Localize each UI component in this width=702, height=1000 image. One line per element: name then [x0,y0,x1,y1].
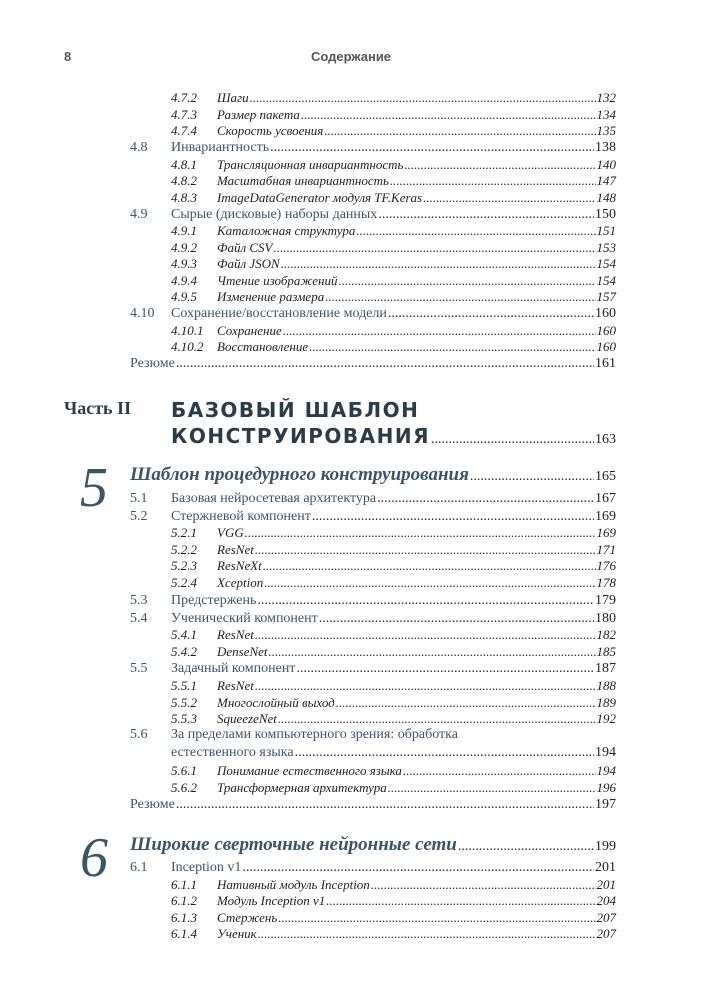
toc-entry-number: 5.5.3 [171,711,197,726]
toc-entry-page: 151 [596,223,616,238]
leader-dots [319,611,594,627]
leader-dots [377,491,594,507]
toc-entry-page: 204 [596,893,616,908]
leader-dots [255,678,596,694]
toc-entry-4-9-1[interactable] [217,223,616,239]
leader-dots [257,593,594,609]
toc-entry-title: SqueezeNet [217,711,277,726]
toc-entry-page: 140 [596,157,616,172]
toc-entry-title: ResNet [217,542,254,557]
toc-entry-number: 5.6 [130,727,148,742]
toc-entry-title: Модуль Inception v1 [217,893,326,908]
toc-entry-title: Стержневой компонент [171,509,311,524]
toc-entry-number: 4.7.4 [171,123,197,138]
toc-entry-page: 135 [596,123,616,138]
toc-entry-title: Трансформерная архитектура [217,780,387,795]
toc-entry-4-10-2[interactable] [217,339,616,355]
toc-entry-page: 161 [595,356,616,371]
toc-entry-5-6-1[interactable] [217,763,616,779]
leader-dots [263,558,596,574]
leader-dots [371,877,596,893]
leader-dots [242,860,594,876]
leader-dots [296,661,594,677]
toc-entry-number: 4.8 [130,140,148,155]
toc-entry-5-5-3[interactable] [217,711,616,727]
toc-entry-page: 207 [596,926,616,941]
toc-entry-page: 187 [595,661,616,676]
toc-entry-part2[interactable] [171,424,616,448]
toc-entry-number: 6.1.4 [171,926,197,941]
toc-entry-title: Базовая нейросетевая архитектура [171,491,377,506]
toc-entry-title: Скорость усвоения [217,123,324,138]
toc-entry-title: Многослойный выход [217,695,335,710]
toc-entry-page: 169 [595,509,616,524]
toc-entry-5-5-2[interactable] [217,695,616,711]
leader-dots [274,240,596,256]
toc-entry-number: 4.10.2 [171,339,204,354]
toc-entry-title: Размер пакета [217,107,300,122]
leader-dots [250,90,596,106]
toc-entry-resume-ch5[interactable] [130,797,616,813]
toc-entry-number: 5.5.1 [171,678,197,693]
toc-entry-5-4-1[interactable] [217,627,616,643]
toc-entry-title: Стержень [217,910,278,925]
toc-entry-page: 157 [596,289,616,304]
toc-entry-page: 196 [596,780,616,795]
toc-entry-number: 5.2 [130,509,148,524]
leader-dots [356,223,595,239]
toc-entry-page: 165 [595,469,616,484]
toc-entry-page: 207 [596,910,616,925]
toc-entry-5-2-1[interactable] [217,525,616,541]
toc-entry-number: 4.8.3 [171,190,197,205]
leader-dots [309,339,595,355]
toc-entry-page: 197 [595,797,616,812]
page-number: 8 [64,49,72,64]
toc-entry-number: 5.6.2 [171,780,197,795]
toc-entry-title: Инвариантность [171,140,270,155]
leader-dots [301,107,596,123]
toc-entry-title: ImageDataGenerator модуля TF.Keras [217,190,423,205]
toc-entry-4-9[interactable] [171,207,616,223]
leader-dots [458,839,594,855]
leader-dots [388,780,596,796]
toc-entry-number: 4.9 [130,207,148,222]
toc-entry-number: 5.5 [130,661,148,676]
toc-entry-4-7-4[interactable] [217,123,616,139]
leader-dots [431,432,594,448]
toc-entry-4-8-2[interactable] [217,173,616,189]
toc-entry-page: 179 [595,593,616,608]
toc-entry-4-7-2[interactable] [217,90,616,106]
toc-entry-number: 4.8.1 [171,157,197,172]
toc-entry-4-10[interactable] [171,306,616,322]
toc-entry-6-1[interactable] [171,860,616,876]
leader-dots [176,356,594,372]
toc-entry-5-2-4[interactable] [217,575,616,591]
toc-entry-title: Трансляционная инвариантность [217,157,404,172]
toc-entry-page: 194 [596,763,616,778]
toc-entry-number: 4.9.4 [171,273,197,288]
toc-entry-page: 194 [595,745,616,760]
toc-entry-4-8[interactable] [171,140,616,156]
leader-dots [281,256,596,272]
toc-entry-title: Масштабная инвариантность [217,173,389,188]
toc-entry-page: 138 [595,140,616,155]
toc-entry-5-2-2[interactable] [217,542,616,558]
toc-entry-page: 199 [595,839,616,854]
toc-entry-5-6[interactable] [171,745,616,761]
toc-entry-title: Файл CSV [217,240,273,255]
toc-entry-number: 5.4 [130,611,148,626]
chapter-number-5: 5 [80,457,108,519]
toc-entry-page: 160 [596,339,616,354]
leader-dots [278,910,595,926]
toc-entry-5-1[interactable] [171,491,616,507]
toc-entry-title: ResNet [217,627,254,642]
toc-entry-page: 160 [596,323,616,338]
toc-entry-title: Сохранение/восстановление модели [171,306,387,321]
toc-entry-page: 150 [595,207,616,222]
toc-entry-number: 5.3 [130,593,148,608]
leader-dots [270,140,594,156]
part-title-line2: КОНСТРУИРОВАНИЯ [171,424,430,448]
toc-entry-page: 153 [596,240,616,255]
toc-entry-title: Восстановление [217,339,309,354]
toc-entry-number: 5.6.1 [171,763,197,778]
toc-entry-title: Понимание естественного языка [217,763,402,778]
toc-entry-page: 134 [596,107,616,122]
toc-entry-title: Изменение размера [217,289,325,304]
toc-entry-title: VGG [217,525,244,540]
part-title-line1: БАЗОВЫЙ ШАБЛОН [171,398,420,422]
toc-entry-page: 188 [596,678,616,693]
toc-entry-5-5-1[interactable] [217,678,616,694]
leader-dots [278,711,596,727]
toc-entry-page: 171 [596,542,616,557]
toc-entry-title: Файл JSON [217,256,280,271]
leader-dots [245,525,596,541]
toc-entry-number: 5.4.2 [171,644,197,659]
toc-entry-page: 154 [596,256,616,271]
toc-entry-number: 5.1 [130,491,148,506]
leader-dots [403,763,596,779]
leader-dots [269,644,596,660]
toc-entry-title: Нативный модуль Inception [217,877,370,892]
toc-entry-page: 178 [596,575,616,590]
toc-entry-page: 189 [596,695,616,710]
leader-dots [295,745,594,761]
toc-entry-page: 132 [596,90,616,105]
toc-entry-number: 5.2.2 [171,542,197,557]
toc-entry-chapter6[interactable] [130,834,616,856]
leader-dots [339,273,596,289]
toc-entry-page: 163 [595,432,616,447]
toc-entry-number: 5.2.1 [171,525,197,540]
toc-entry-page: 176 [596,558,616,573]
toc-entry-title: Задачный компонент [171,661,296,676]
leader-dots [283,323,596,339]
toc-entry-4-7-3[interactable] [217,107,616,123]
leader-dots [255,542,596,558]
toc-entry-5-3[interactable] [171,593,616,609]
leader-dots [336,695,596,711]
toc-entry-title: Резюме [130,356,175,371]
toc-entry-page: 169 [596,525,616,540]
toc-entry-number: 5.2.3 [171,558,197,573]
toc-entry-4-8-3[interactable] [217,190,616,206]
toc-entry-4-8-1[interactable] [217,157,616,173]
toc-entry-page: 185 [596,644,616,659]
toc-entry-page: 182 [596,627,616,642]
toc-entry-number: 4.9.2 [171,240,197,255]
toc-entry-title: Ученический компонент [171,611,318,626]
toc-entry-page: 201 [596,877,616,892]
chapter-title: Шаблон процедурного конструирования [130,464,469,485]
toc-entry-6-1-3[interactable] [217,910,616,926]
toc-entry-number: 4.7.3 [171,107,197,122]
toc-entry-title: ResNeXt [217,558,262,573]
leader-dots [326,893,595,909]
toc-entry-4-10-1[interactable] [217,323,616,339]
leader-dots [388,306,594,322]
toc-entry-number: 6.1.2 [171,893,197,908]
toc-entry-number: 4.7.2 [171,90,197,105]
running-head: Содержание [310,49,392,64]
leader-dots [255,627,596,643]
toc-entry-6-1-2[interactable] [217,893,616,909]
part-label: Часть II [64,398,132,418]
toc-entry-title: Резюме [130,797,175,812]
leader-dots [312,509,594,525]
toc-entry-5-6-2[interactable] [217,780,616,796]
toc-entry-title: Ученик [217,926,257,941]
toc-entry-title: Сырые (дисковые) наборы данных [171,207,378,222]
toc-entry-number: 4.9.3 [171,256,197,271]
toc-entry-number: 4.9.5 [171,289,197,304]
toc-entry-number: 4.10 [130,306,155,321]
chapter-number-6: 6 [80,827,108,889]
leader-dots [404,157,595,173]
toc-entry-5-4-2[interactable] [217,644,616,660]
leader-dots [176,797,594,813]
leader-dots [378,207,594,223]
toc-entry-title: Inception v1 [171,860,242,875]
toc-entry-page: 167 [595,491,616,506]
toc-entry-title: Каталожная структура [217,223,356,238]
toc-entry-page: 201 [595,860,616,875]
toc-entry-number: 5.5.2 [171,695,197,710]
toc-entry-number: 5.2.4 [171,575,197,590]
leader-dots [258,926,596,942]
toc-entry-page: 160 [595,306,616,321]
toc-entry-4-9-2[interactable] [217,240,616,256]
chapter-title: Широкие сверточные нейронные сети [130,834,457,855]
toc-entry-5-2-3[interactable] [217,558,616,574]
toc-entry-number: 6.1 [130,860,148,875]
toc-entry-6-1-4[interactable] [217,926,616,942]
leader-dots [325,289,595,305]
toc-entry-title: Сохранение [217,323,282,338]
toc-entry-5-4[interactable] [171,611,616,627]
toc-entry-4-9-5[interactable] [217,289,616,305]
toc-entry-5-2[interactable] [171,509,616,525]
toc-entry-title: ResNet [217,678,254,693]
toc-entry-page: 147 [596,173,616,188]
toc-entry-page: 180 [595,611,616,626]
toc-entry-title: DenseNet [217,644,268,659]
toc-entry-4-9-4[interactable] [217,273,616,289]
toc-entry-title-line2: естественного языка [171,745,294,760]
toc-entry-4-9-3[interactable] [217,256,616,272]
toc-entry-title-line1: За пределами компьютерного зрения: обработка [171,727,458,742]
toc-entry-number: 6.1.3 [171,910,197,925]
leader-dots [470,469,594,485]
toc-entry-page: 154 [596,273,616,288]
toc-entry-title: Шаги [217,90,249,105]
leader-dots [264,575,595,591]
toc-entry-page: 192 [596,711,616,726]
leader-dots [390,173,596,189]
toc-entry-title: Предстержень [171,593,257,608]
toc-entry-title: Xception [217,575,264,590]
toc-entry-chapter5[interactable] [130,464,616,486]
toc-entry-number: 4.8.2 [171,173,197,188]
toc-entry-title: Чтение изображений [217,273,338,288]
toc-entry-resume-ch4[interactable] [130,356,616,372]
toc-entry-number: 6.1.1 [171,877,197,892]
leader-dots [324,123,595,139]
toc-entry-number: 4.10.1 [171,323,204,338]
toc-entry-number: 4.9.1 [171,223,197,238]
leader-dots [423,190,595,206]
toc-entry-5-5[interactable] [171,661,616,677]
toc-entry-number: 5.4.1 [171,627,197,642]
toc-entry-6-1-1[interactable] [217,877,616,893]
toc-entry-page: 148 [596,190,616,205]
